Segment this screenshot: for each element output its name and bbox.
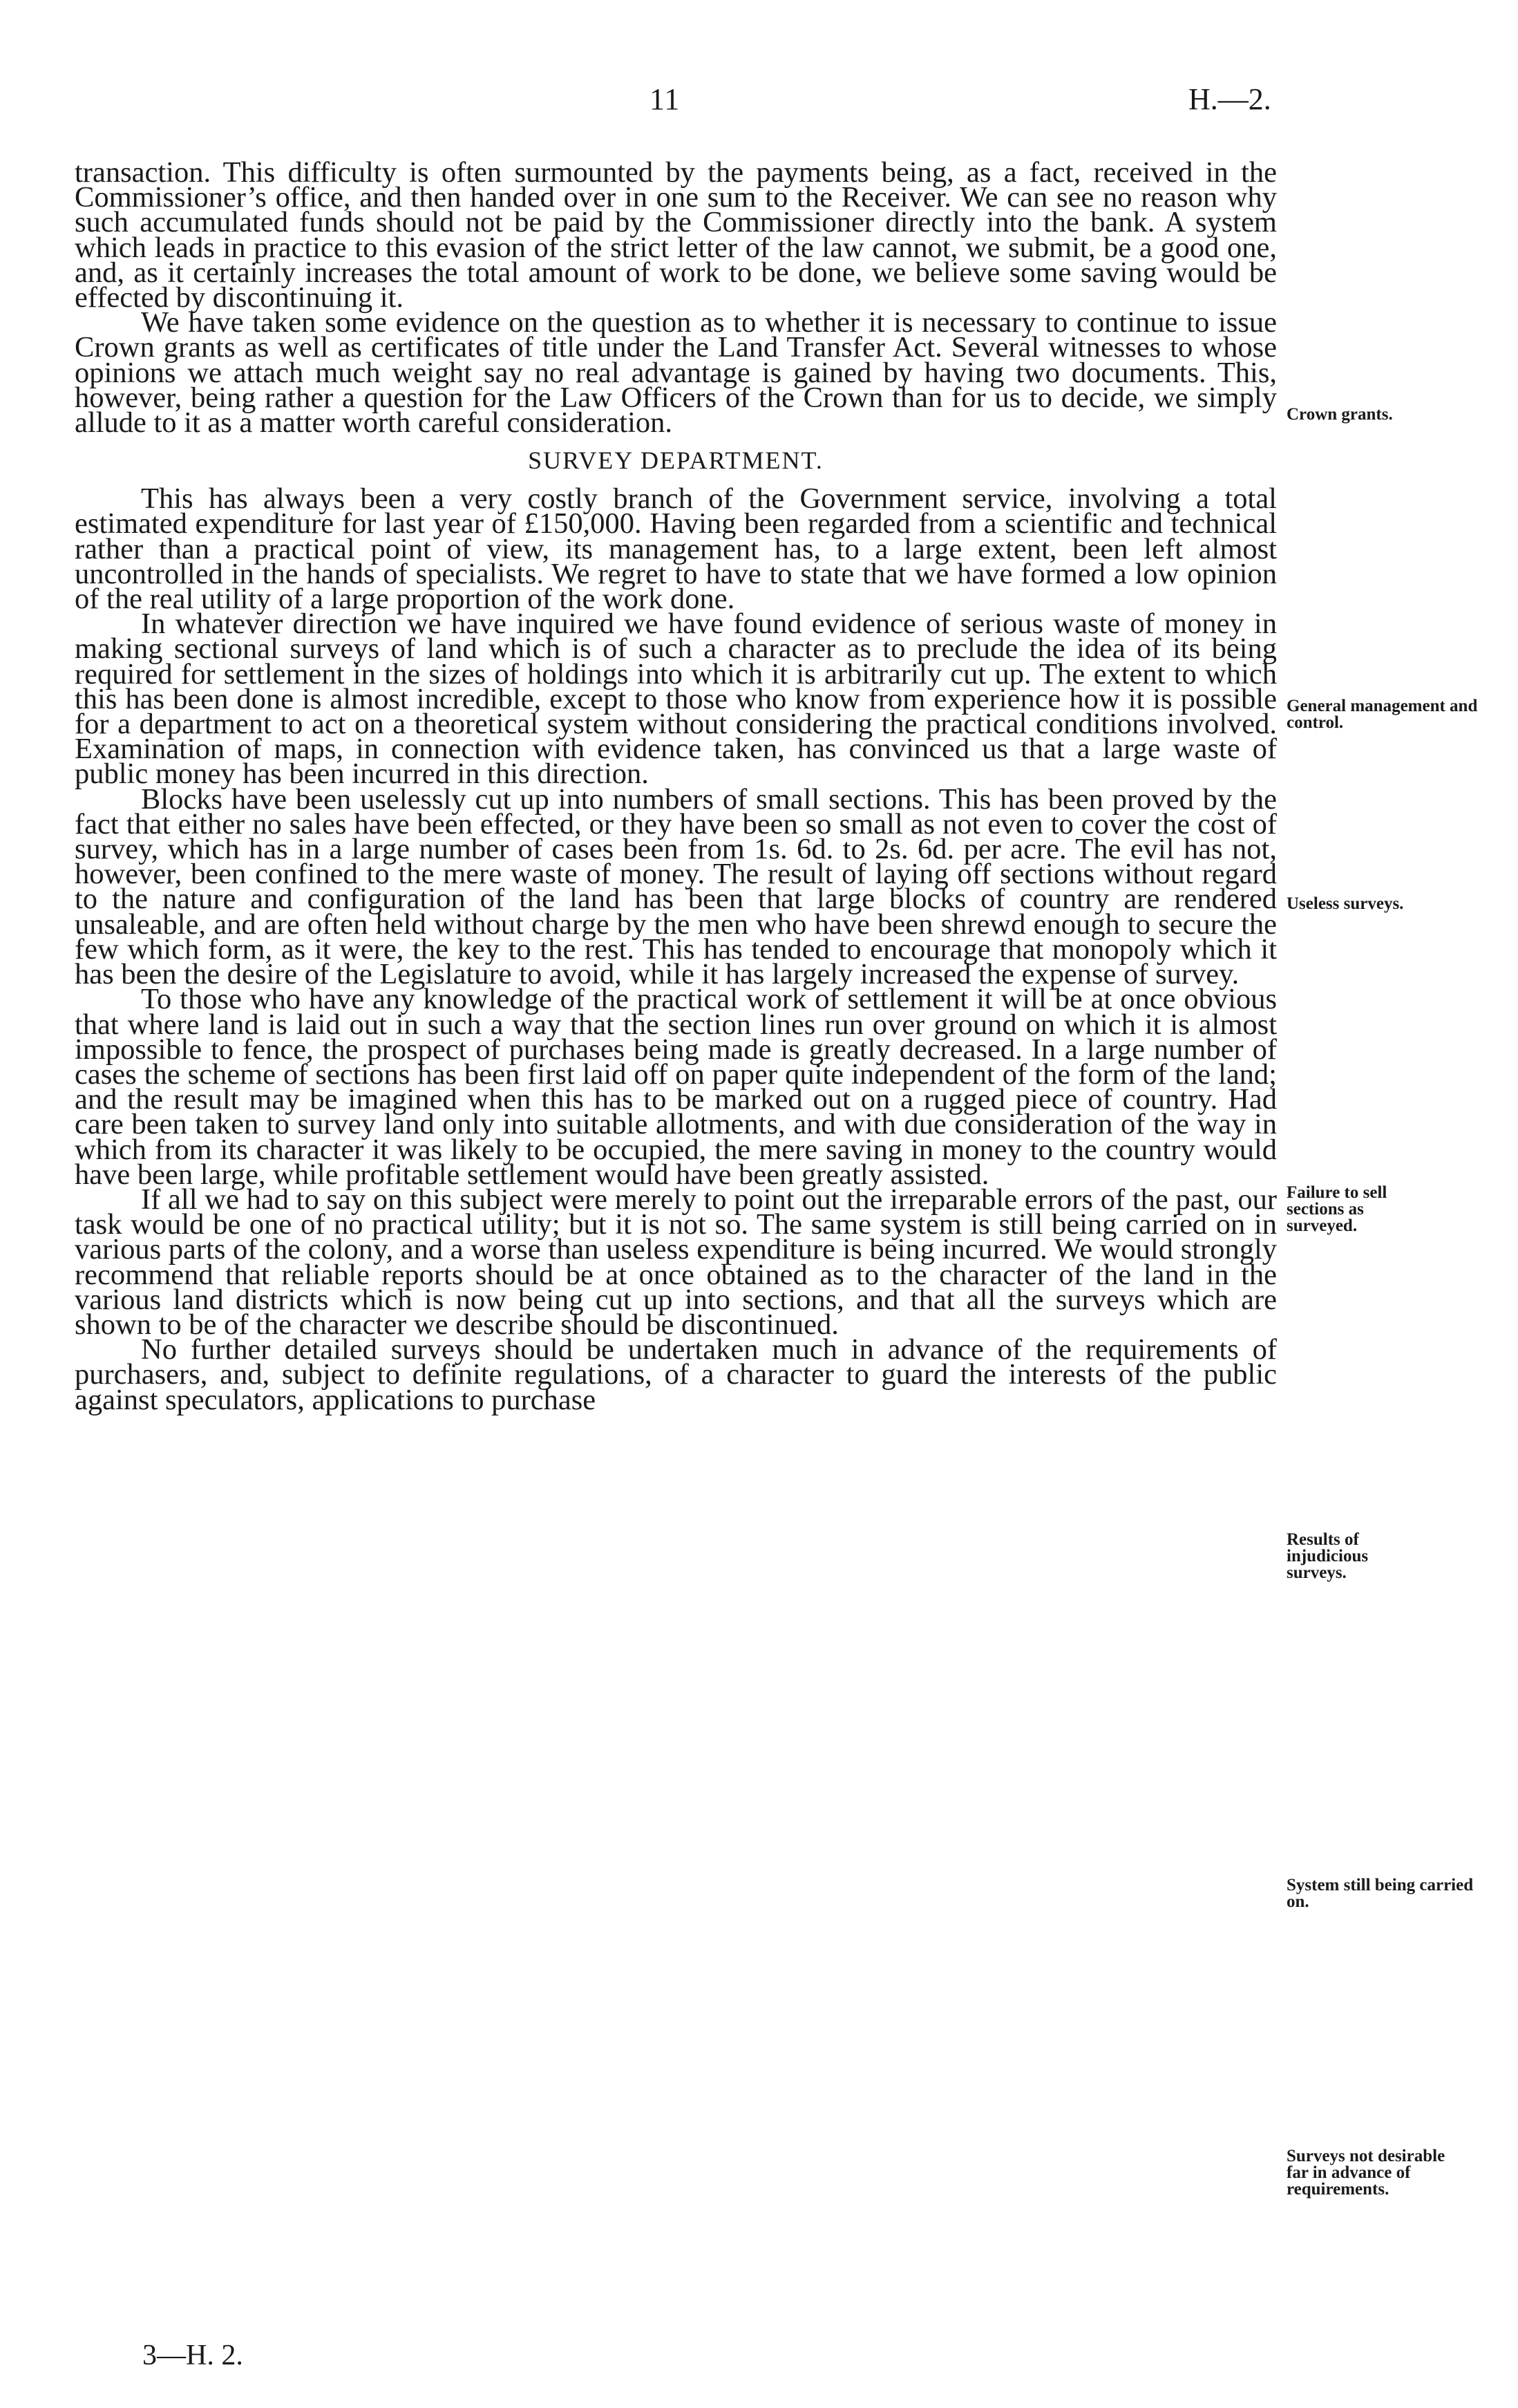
paragraph-system-still: If all we had to say on this subject were merely to point out the irreparable errors of the past, our task would be one of no practical utility; but it is not so. The same system is still being carried on in various parts of the colony, and a worse than useless expenditure is being incurred. We would strongly recommend that reliable reports should be at once obtained as to the character of the land in the various land districts which is now being cut up into sections, and that all the surveys which are shown to be of the character we describe should be discontinued. [75,1183,1277,1341]
margin-note-general-management: General management and control. [1287,697,1478,732]
paragraph-transaction: transaction. This difficulty is often surmounted by the payments being, as a fact, received in the Commissioner’s office, and then handed over in one sum to the Receiver. We can see no reason why such accumulated funds should not be paid by the Commissioner directly into the bank. A system which leads in practice to this evasion of the strict letter of the law cannot, we submit, be a good one, and, as it certainly increases the total amount of work to be done, we believe some saving would be effected by discontinuing it. [75,156,1277,314]
margin-note-results-injudicious: Results of injudicious surveys. [1287,1530,1369,1582]
paragraph-failure-to-sell: Blocks have been uselessly cut up into numbers of small sections. This has been proved by the fact that either no sales have been effected, or they have been so small as not even to cover the cost of survey, which has in a large number of cases been from 1s. 6d. to 2s. 6d. per acre. The evil has not, however, been confined to the mere waste of money. The result of laying off sections without regard to the nature and configuration of the land has been that large blocks of country are rendered unsaleable, and are often held without charge by the men who have been shrewd enough to secure the few which form, as it were, the key to the rest. This has tended to encourage that monopoly which it has been the desire of the Legislature to avoid, while it has largely increased the expense of survey. [75,782,1277,991]
paragraph-results-injudicious: To those who have any knowledge of the practical work of settlement it will be at once obvious that where land is laid out in such a way that the section lines run over ground on which it is almost impossible to fence, the prospect of purchases being made is greatly decreased. In a large number of cases the scheme of sections has been first laid off on paper quite independent of the form of the land; and the result may be imagined when this has to be marked out on a rugged piece of country. Had care been taken to survey land only into suitable allotments, and with due consideration of the way in which from its character it was likely to be occupied, the mere saving in money to the country would have been large, while profitable settlement would have been greatly assisted. [75,983,1277,1191]
margin-note-failure-to-sell: Failure to sell sections as surveyed. [1287,1183,1387,1235]
paragraph-surveys-not-desirable: No further detailed surveys should be undertaken much in advance of the requirements of purchasers, and, subject to definite regulations, of a character to guard the interests of the public against speculators, applications to purchase [75,1333,1277,1416]
page-header [0,82,1518,130]
paragraph-general-management: This has always been a very costly branch of the Government service, involving a total estimated expenditure for last year of £150,000. Having been regarded from a scientific and technical rather than a practical point of view, its management has, to a large extent, been left almost uncontrolled in the hands of specialists. We regret to have to state that we have formed a low opinion of the real utility of a large proportion of the work done. [75,482,1277,616]
margin-note-crown-grants: Crown grants. [1287,405,1393,424]
margin-note-system-still: System still being carried on. [1287,1876,1474,1911]
main-text [75,156,1277,1416]
page-number: 11 [649,82,681,116]
margin-note-surveys-not-desirable: Surveys not desirable far in advance of requirements. [1287,2147,1445,2199]
paragraph-useless-surveys: In whatever direction we have inquired we have found evidence of serious waste of money in making sectional surveys of land which is of such a character as to preclude the idea of its being required for settlement in the sizes of holdings into which it is arbitrarily cut up. The extent to which this has been done is almost incredible, except to those who know from experience how it is possible for a department to act on a theoretical system without considering the practical conditions involved. Examination of maps, in connection with evidence taken, has convinced us that a large waste of public money has been incurred in this direction. [75,608,1277,791]
signature-mark: 3—H. 2. [142,2340,243,2371]
document-reference: H.—2. [1188,82,1271,116]
margin-note-useless-surveys: Useless surveys. [1287,894,1404,913]
section-heading: SURVEY DEPARTMENT. [528,446,824,475]
paragraph-crown-grants: We have taken some evidence on the question as to whether it is necessary to continue to issue Crown grants as well as certificates of title under the Land Transfer Act. Several witnesses to whose opinions we attach much weight say no real advantage is gained by having two documents. This, however, being rather a question for the Law Officers of the Crown than for us to decide, we simply allude to it as a matter worth careful consideration. [75,306,1277,440]
